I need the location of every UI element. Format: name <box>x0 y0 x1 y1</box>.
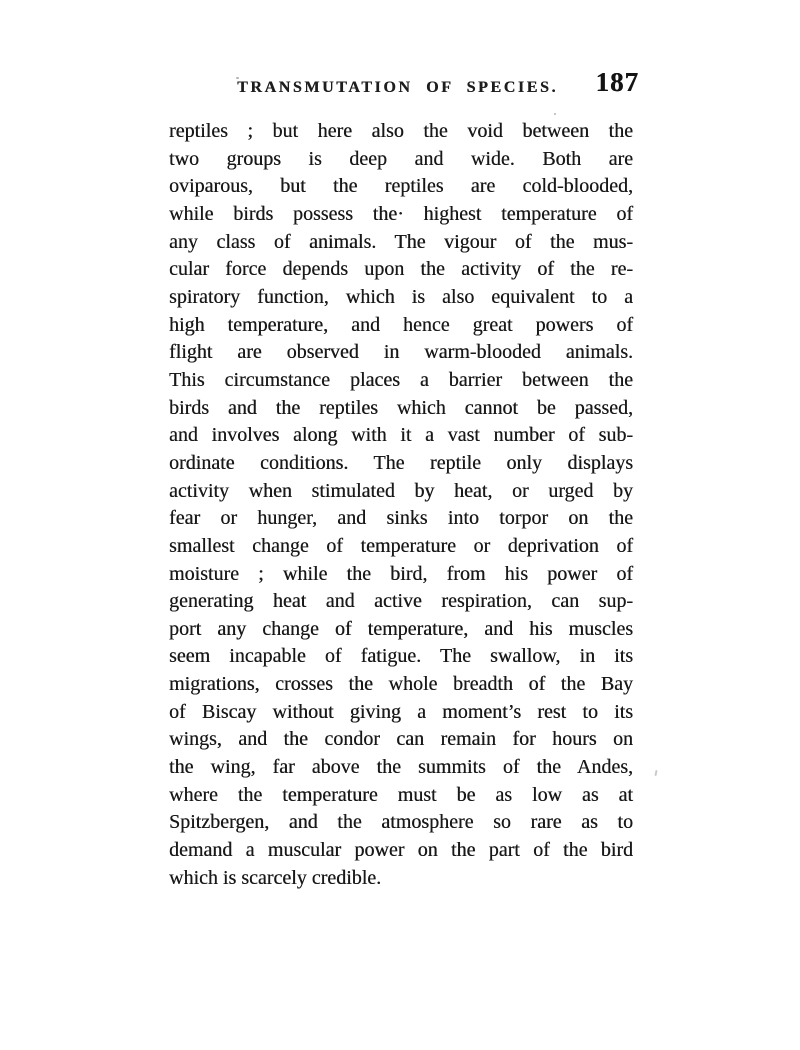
page-number: 187 <box>595 67 639 97</box>
text-line: generating heat and active respiration, can sup- <box>169 590 633 613</box>
text-line: while birds possess the· highest temperature of <box>169 202 633 225</box>
text-line: fear or hunger, and sinks into torpor on the <box>169 507 633 530</box>
text-line: any class of animals. The vigour of the mus- <box>169 230 633 253</box>
text-line: two groups is deep and wide. Both are <box>169 147 633 170</box>
running-header <box>169 67 639 102</box>
text-line: which is scarcely credible. <box>169 866 382 889</box>
text-line: spiratory function, which is also equivalent to a <box>169 285 633 308</box>
text-line: port any change of temperature, and his muscles <box>169 617 633 640</box>
text-line: flight are observed in warm-blooded animals. <box>169 341 633 364</box>
scan-speckle <box>554 113 556 115</box>
text-line: birds and the reptiles which cannot be passed, <box>169 396 633 419</box>
body-text-column <box>169 118 633 892</box>
text-line: ordinate conditions. The reptile only displays <box>169 451 633 474</box>
text-line: and involves along with it a vast number of sub- <box>169 424 633 447</box>
scan-speckle <box>654 770 657 776</box>
text-line: oviparous, but the reptiles are cold-blooded, <box>169 175 633 198</box>
running-header-title: TRANSMUTATION OF SPECIES. <box>237 79 559 96</box>
text-line: demand a muscular power on the part of the bird <box>169 839 633 862</box>
text-line: where the temperature must be as low as at <box>169 783 633 806</box>
text-line: wings, and the condor can remain for hours on <box>169 728 633 751</box>
text-line: This circumstance places a barrier between the <box>169 368 633 391</box>
text-line: smallest change of temperature or deprivation of <box>169 534 633 557</box>
text-line: cular force depends upon the activity of the re- <box>169 258 633 281</box>
text-line: Spitzbergen, and the atmosphere so rare as to <box>169 811 633 834</box>
text-line: seem incapable of fatigue. The swallow, in its <box>169 645 633 668</box>
text-line: the wing, far above the summits of the Andes, <box>169 756 633 779</box>
scan-speckle <box>236 77 239 79</box>
text-line: activity when stimulated by heat, or urged by <box>169 479 633 502</box>
text-line: reptiles ; but here also the void between the <box>169 120 633 142</box>
text-line: migrations, crosses the whole breadth of the Bay <box>169 673 633 696</box>
text-line: moisture ; while the bird, from his power of <box>169 562 633 585</box>
text-line: of Biscay without giving a moment’s rest to its <box>169 700 633 723</box>
text-line: high temperature, and hence great powers of <box>169 313 633 336</box>
